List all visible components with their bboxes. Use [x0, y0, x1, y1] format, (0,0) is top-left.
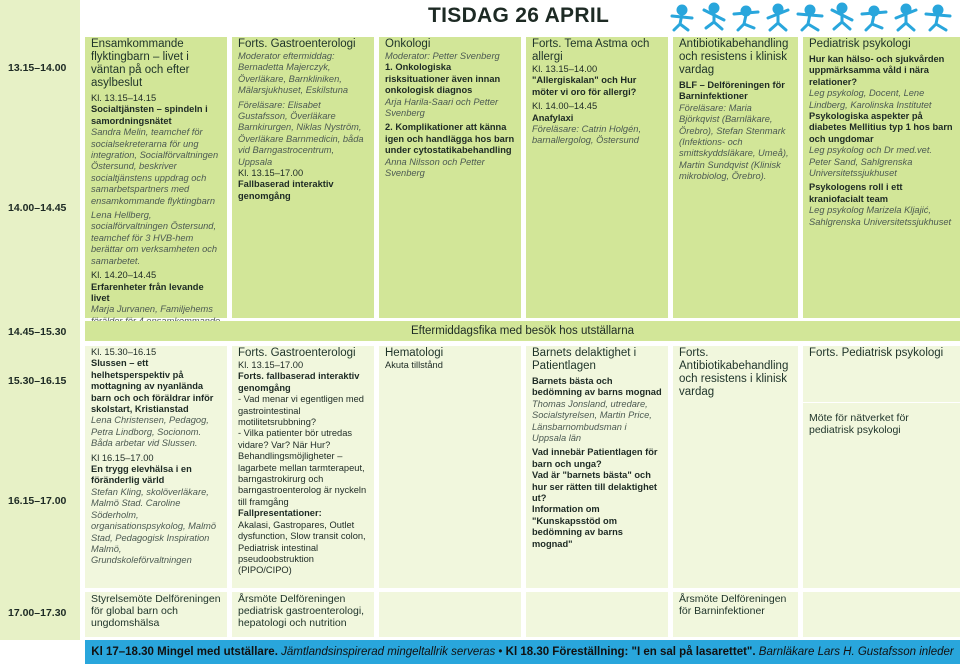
talk-speakers: Föreläsare: Catrin Holgén, barnallergolog, Östersund: [532, 124, 642, 146]
meeting-title: Styrelsemöte Delföreningen för global barn och ungdomshälsa: [91, 593, 221, 629]
footer-show: Kl 18.30 Föreställning: "I en sal på lasarettet".: [505, 646, 756, 658]
talk-title: Vad är "barnets bästa" och hur ser rätten till delaktighet ut?: [532, 470, 658, 504]
time-label: 17.00–17.30: [8, 607, 67, 619]
talk-speakers: Thomas Jonsland, utredare, Socialstyrelsen, Martin Price, Länsbarnombudsman i Uppsala län: [532, 398, 652, 444]
session-time: Kl. 13.15–17.00: [238, 168, 304, 179]
talk-speakers: Leg psykolog och Dr med.vet. Peter Sand, Sahlgrenska Universitetssjukhuset: [809, 145, 932, 179]
session-title: Onkologi: [385, 38, 431, 50]
board-meeting-global-health: [85, 592, 227, 637]
annual-meeting-gastro: [232, 592, 374, 637]
session-time: Kl. 13.15–14.15: [91, 93, 157, 103]
talk-title: 2. Komplikationer att känna igen och handlägga hos barn under cytostatikabehandling: [385, 122, 515, 156]
annual-meeting-infections: [673, 592, 798, 637]
session-title: Hematologi: [385, 347, 444, 359]
talk-title: Anafylaxi: [532, 112, 574, 123]
divider: [803, 402, 960, 403]
session-oncology: [379, 37, 521, 318]
talk-title: Fallpresentationer:: [238, 508, 322, 519]
talk-speakers: Stefan Kling, skolöverläkare, Malmö Stad. Caroline Söderholm, organisationspsykolog, Malmö Stad, Pedagogisk Inspiration Malmö, Grundskoleförvaltningen: [91, 486, 217, 566]
session-time: Kl 16.15–17.00: [91, 452, 154, 463]
session-moderator: Moderator: Petter Svenberg: [385, 51, 500, 61]
session-global-child-health: [85, 346, 227, 588]
talk-title: Socialtjänsten – spindeln i samordningsnätet: [91, 104, 208, 126]
session-gastroenterology-cont: [232, 346, 374, 588]
session-title: Pediatrisk psykologi: [809, 38, 911, 50]
talk-title: 1. Onkologiska risksituationer även innan onkologisk diagnos: [385, 62, 501, 96]
talk-speakers: Leg psykolog, Docent, Lene Lindberg, Karolinska Institutet: [809, 88, 932, 110]
talk-description: Lena Hellberg, socialförvaltningen Östersund, teamchef för 3 HVB-hem berättar om verksamheten och samarbetet.: [91, 210, 218, 266]
talk-title: Hur kan hälso- och sjukvården uppmärksamma våld i nära relationer?: [809, 54, 945, 87]
meeting-title: Årsmöte Delföreningen för Barninfektioner: [679, 593, 787, 617]
footer-mingle: Kl 17–18.30 Mingel med utställare.: [91, 646, 278, 658]
footer-separator: •: [495, 646, 506, 658]
talk-title: BLF – Delföreningen för Barninfektioner: [679, 80, 785, 102]
dancing-figures-icon: [668, 2, 958, 32]
talk-speakers: Föreläsare: Maria Björkqvist (Barnläkare, Örebro), Stefan Stenmark (Infektions- och smittskyddsläkare, Umeå), Martin Sundqvist (Klinisk mikrobiolog, Örebro).: [679, 102, 789, 182]
footer-mingle-desc: Jämtlandsinspirerad mingeltallrik serveras: [277, 646, 496, 658]
session-lecturers: Föreläsare: Elisabet Gustafsson, Överläkare Barnkirurgen, Niklas Nyström, Överläkare Barnmedicin, båda vid Barngastrocentrum, Uppsala: [238, 99, 364, 167]
time-label: 14.00–14.45: [8, 202, 67, 214]
session-antibiotics: [673, 37, 798, 318]
session-gastroenterology: [232, 37, 374, 318]
footer-show-desc: Barnläkare Lars H. Gustafsson inleder: [755, 646, 954, 658]
session-title: Forts. Tema Astma och allergi: [532, 38, 650, 63]
talk-description: Marja Jurvanen, Familjehems: [91, 304, 213, 315]
day-heading: TISDAG 26 APRIL: [428, 4, 610, 27]
talk-title: Psykologens roll i ett kraniofacialt team: [809, 182, 903, 204]
talk-title: Information om "Kunskapsstöd om bedömning av barns mognad": [532, 504, 623, 549]
talk-title: Fallbaserad interaktiv genomgång: [238, 179, 334, 201]
session-title: Forts. Gastroenterologi: [238, 347, 356, 359]
evening-program-bar: [85, 640, 960, 664]
talk-speakers: Anna Nilsson och Petter Svenberg: [385, 156, 485, 179]
talk-title: Erfarenheter från levande livet: [91, 281, 204, 303]
coffee-break-band: Eftermiddagsfika med besök hos utställarna: [85, 321, 960, 341]
session-patient-law: [526, 346, 668, 588]
time-column: [0, 0, 80, 640]
session-title: Forts. Pediatrisk psykologi: [809, 347, 944, 359]
session-refugee-children: [85, 37, 227, 318]
session-moderator: Moderator eftermiddag: Bernadetta Majerczyk, Överläkare, Barnkliniken, Mälarsjukhuset, Eskilstuna: [238, 51, 349, 96]
session-asthma-allergy: [526, 37, 668, 318]
empty-slot: [526, 592, 668, 637]
session-time: Kl. 14.20–14.45: [91, 270, 157, 281]
talk-speakers: Leg psykolog Marizela Kljajić, Sahlgrenska Universitetssjukhuset: [809, 205, 952, 227]
session-pediatric-psychology: [803, 37, 960, 318]
talk-speakers: Lena Christensen, Pedagog, Petra Lindborg, Socionom. Båda arbetar vid Slussen.: [91, 415, 209, 449]
talk-description: - Vad menar vi egentligen med gastrointestinal motilitetsrubbning? - Vilka patienter bör utredas vidare? Var? När Hur? Behandlingsmöjligheter – lagarbete mellan tarmterapeut, barngastrokirurg och barngastroenterolog är nyckeln till framgång: [238, 394, 367, 507]
session-hematology: [379, 346, 521, 588]
session-time: Kl. 14.00–14.45: [532, 101, 598, 112]
talk-title: Vad innebär Patientlagen för barn och unga?: [532, 447, 658, 469]
session-time: Kl. 13.15–14.00: [532, 64, 598, 74]
session-title: Barnets delaktighet i Patientlagen: [532, 347, 637, 372]
talk-title: "Allergiskalan" och Hur möter vi oro för allergi?: [532, 75, 637, 97]
session-time: Kl. 15.30–16.15: [91, 347, 157, 357]
session-title: Forts. Antibiotikabehandling och resistens i klinisk vardag: [679, 347, 789, 398]
talk-description: Akalasi, Gastropares, Outlet dysfunction, Slow transit colon, Pediatrisk intestinal pseudoobstruktion (PIPO/CIPO): [238, 519, 366, 576]
time-label: 13.15–14.00: [8, 62, 67, 74]
time-label: 15.30–16.15: [8, 375, 67, 387]
session-time: Kl. 13.15–17.00: [238, 360, 304, 370]
meeting-title: Möte för nätverket för pediatrisk psykologi: [809, 412, 909, 436]
session-title: Antibiotikabehandling och resistens i klinisk vardag: [679, 38, 789, 76]
talk-title: En trygg elevhälsa i en föränderlig värld: [91, 464, 192, 486]
session-pediatric-psychology-cont: [803, 346, 960, 588]
talk-title: Forts. fallbaserad interaktiv genomgång: [238, 371, 360, 393]
talk-speakers: Arja Harila-Saari och Petter Svenberg: [385, 96, 499, 119]
time-label: 14.45–15.30: [8, 326, 67, 338]
talk-title: Psykologiska aspekter på diabetes Mellitius typ 1 hos barn och ungdomar: [809, 111, 953, 144]
empty-slot: [379, 592, 521, 637]
session-antibiotics-cont: [673, 346, 798, 588]
talk-title: Slussen – ett helhetsperspektiv på mottagning av nyanlända barn och och föräldrar inför skolstart, Kristianstad: [91, 358, 214, 415]
session-subtitle: Akuta tillstånd: [385, 360, 443, 370]
meeting-title: Årsmöte Delföreningen pediatrisk gastroenterologi, hepatologi och nutrition: [238, 593, 365, 629]
talk-description: Sandra Melin, teamchef för socialsekreterarna för ung integration, Socialförvaltningen Östersund, beskriver socialtjänstens uppdrag och samarbetspartners med ensamkommande flyktingbarn: [91, 127, 219, 206]
talk-title: Barnets bästa och bedömning av barns mognad: [532, 376, 662, 398]
empty-slot: [803, 592, 960, 637]
session-title: Ensamkommande flyktingbarn – livet i väntan på och efter asylbeslut: [91, 38, 190, 89]
time-label: 16.15–17.00: [8, 495, 67, 507]
session-title: Forts. Gastroenterologi: [238, 38, 356, 50]
